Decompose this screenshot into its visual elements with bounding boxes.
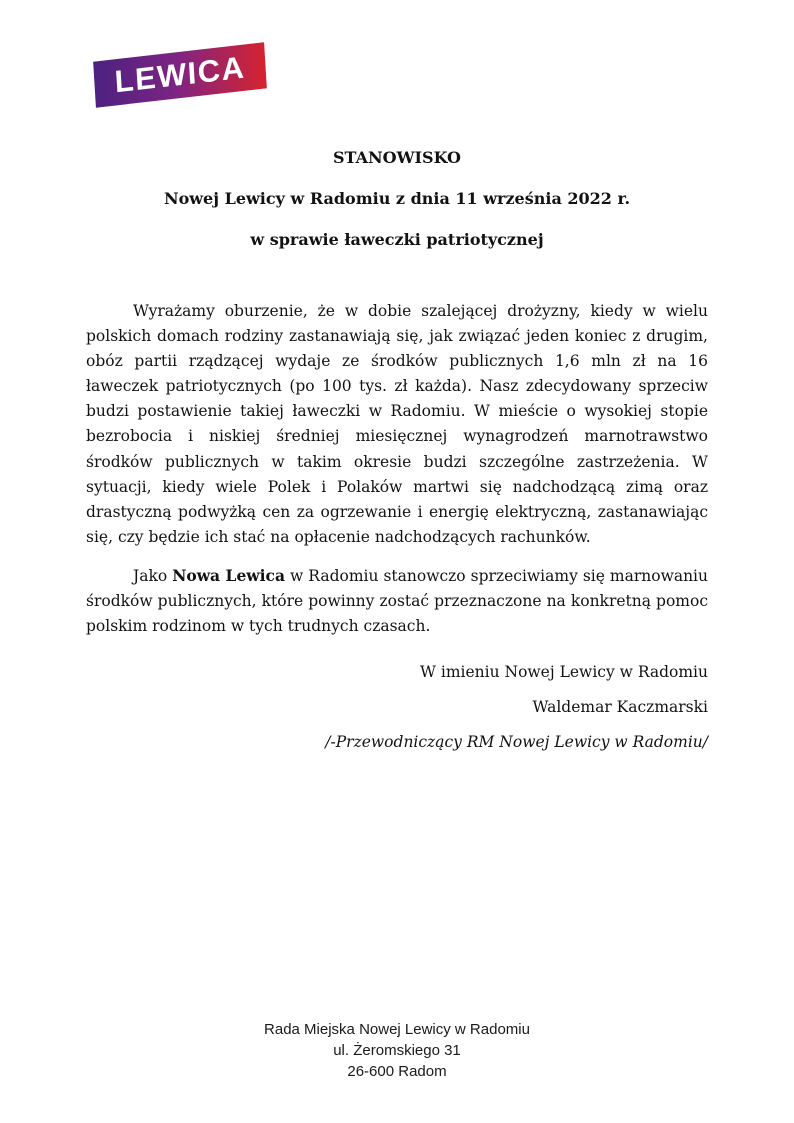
footer-organization: Rada Miejska Nowej Lewicy w Radomiu xyxy=(264,1021,530,1038)
signature-role: /-Przewodniczący RM Nowej Lewicy w Radomiu/ xyxy=(325,733,708,751)
paragraph-2 xyxy=(86,563,708,639)
lewica-logo xyxy=(92,42,268,107)
signature-on-behalf: W imieniu Nowej Lewicy w Radomiu xyxy=(420,663,708,681)
document-body xyxy=(86,299,708,639)
paragraph-2-bold-party-name: Nowa Lewica xyxy=(172,565,286,585)
footer-street: ul. Żeromskiego 31 xyxy=(333,1042,461,1059)
signature-name: Waldemar Kaczmarski xyxy=(532,698,708,716)
paragraph-1 xyxy=(86,299,708,550)
paragraph-2-lead: Jako xyxy=(133,566,173,585)
document-subtitle-date: Nowej Lewicy w Radomiu z dnia 11 września 2022 r. xyxy=(163,189,631,208)
document-title: STANOWISKO xyxy=(333,148,461,167)
document-subtitle-subject: w sprawie ławeczki patriotycznej xyxy=(250,230,544,249)
footer-address-block xyxy=(0,1019,794,1082)
signature-block xyxy=(86,664,708,769)
paragraph-2-rest: w Radomiu stanowczo sprzeciwiamy się marnowaniu środków publicznych, które powinny zostać przeznaczone na konkretną pomoc polskim rodzinom w tych trudnych czasach. xyxy=(86,566,708,636)
paragraph-1-text: Wyrażamy oburzenie, że w dobie szalejącej drożyzny, kiedy w wielu polskich domach rodziny zastanawiają się, jak związać jeden koniec z drugim, obóz partii rządzącej wydaje ze środków publicznych 1,6 mln zł na 16 ławeczek patriotycznych (po 100 tys. zł każda). Nasz zdecydowany sprzeciw budzi postawienie takiej ławeczki w Radomiu. W mieście o wysokiej stopie bezrobocia i niskiej średniej miesięcznej wynagrodzeń marnotrawstwo środków publicznych w takim okresie budzi szczególne zastrzeżenia. W sytuacji, kiedy wiele Polek i Polaków martwi się nadchodzącą zimą oraz drastyczną podwyżką cen za ogrzewanie i energię elektryczną, zastanawiając się, czy będzie ich stać na opłacenie nadchodzących rachunków. xyxy=(86,302,708,546)
document-headings xyxy=(86,149,708,272)
lewica-logo-banner xyxy=(93,42,267,107)
lewica-logo-text: LEWICA xyxy=(113,49,247,99)
footer-city: 26-600 Radom xyxy=(347,1063,447,1080)
